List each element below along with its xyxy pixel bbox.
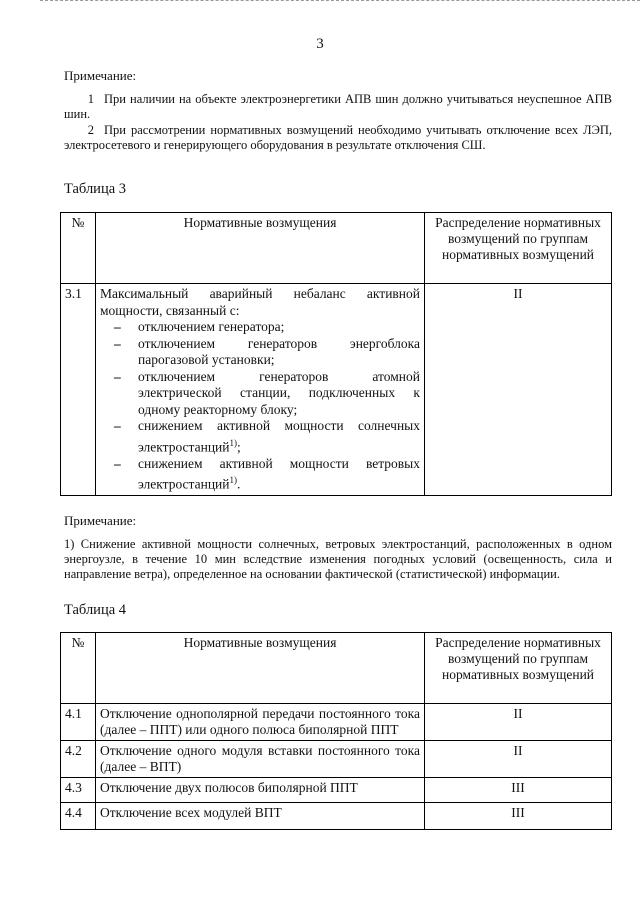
note-item-text: При рассмотрении нормативных возмущений необходимо учитывать отключение всех ЛЭП, электросетевого и генерирующего оборудования в результате отключения СШ.: [64, 123, 612, 152]
table-header-row: [61, 213, 612, 284]
table-row: [61, 741, 612, 778]
list-item: [100, 456, 420, 494]
row-number: 3.1: [61, 284, 96, 496]
header-num: №: [61, 633, 96, 704]
table-4-caption: Таблица 4: [64, 602, 127, 618]
header-num: №: [61, 213, 96, 284]
list-item: – отключением генератора;: [100, 319, 420, 336]
table-row: [61, 803, 612, 830]
page-number: 3: [316, 36, 324, 52]
footnote-text: 1) Снижение активной мощности солнечных, ветровых электростанций, расположенных в одном энергоузле, в течение 10 мин вследствие изменения погодных условий (освещенность, сила и направление ветра), определенное на основании фактической (статистической) информации.: [64, 537, 612, 581]
note-item-number: 1: [87, 92, 94, 106]
footnote-mark: 1): [229, 437, 238, 448]
table-row: [61, 284, 612, 496]
row-description: Отключение одного модуля вставки постоянного тока (далее – ВПТ): [96, 741, 425, 778]
row-number: 4.2: [61, 741, 96, 778]
footnote-mark: 1): [229, 475, 238, 485]
header-disturbance: Нормативные возмущения: [96, 213, 425, 284]
table-3: [60, 212, 612, 496]
note-item-text: При наличии на объекте электроэнергетики АПВ шин должно учитываться неуспешное АПВ шин.: [64, 92, 612, 121]
note-label: Примечание:: [64, 68, 137, 83]
list-item-text: снижением активной мощности ветровых электростанций: [138, 455, 420, 492]
scan-top-edge: [40, 0, 640, 4]
row-number: 4.3: [61, 778, 96, 803]
row-group: III: [425, 803, 612, 830]
list-item: – отключением генераторов атомной электрической станции, подключенных к одному реакторному блоку;: [100, 369, 420, 419]
list-item-end: .: [237, 476, 241, 492]
disturbance-list: [100, 319, 420, 493]
row-description: Отключение всех модулей ВПТ: [96, 803, 425, 830]
table-4: [60, 632, 612, 830]
header-disturbance: Нормативные возмущения: [96, 633, 425, 704]
list-item-end: ;: [237, 439, 241, 454]
note-item: [64, 123, 612, 153]
row-description: Отключение однополярной передачи постоянного тока (далее – ППТ) или одного полюса биполярной ППТ: [96, 704, 425, 741]
row-group: II: [425, 704, 612, 741]
table-row: [61, 704, 612, 741]
row-number: 4.1: [61, 704, 96, 741]
list-item-text: снижением активной мощности солнечных электростанций: [138, 418, 420, 454]
row-description: [96, 284, 425, 496]
row-group: II: [425, 284, 612, 496]
table-header-row: [61, 633, 612, 704]
table-row: [61, 778, 612, 803]
row-group: III: [425, 778, 612, 803]
note-item: [64, 92, 612, 122]
list-item: [100, 418, 420, 456]
note-label: Примечание:: [64, 513, 137, 528]
header-distribution: Распределение нормативных возмущений по группам нормативных возмущений: [425, 633, 612, 704]
row-lead-text: Максимальный аварийный небаланс активной мощности, связанный с:: [100, 286, 420, 318]
row-group: II: [425, 741, 612, 778]
note-item-number: 2: [87, 123, 94, 137]
list-item: – отключением генераторов энергоблока парогазовой установки;: [100, 336, 420, 369]
table-3-caption: Таблица 3: [64, 181, 127, 197]
row-description: Отключение двух полюсов биполярной ППТ: [96, 778, 425, 803]
row-number: 4.4: [61, 803, 96, 830]
header-distribution: Распределение нормативных возмущений по группам нормативных возмущений: [425, 213, 612, 284]
